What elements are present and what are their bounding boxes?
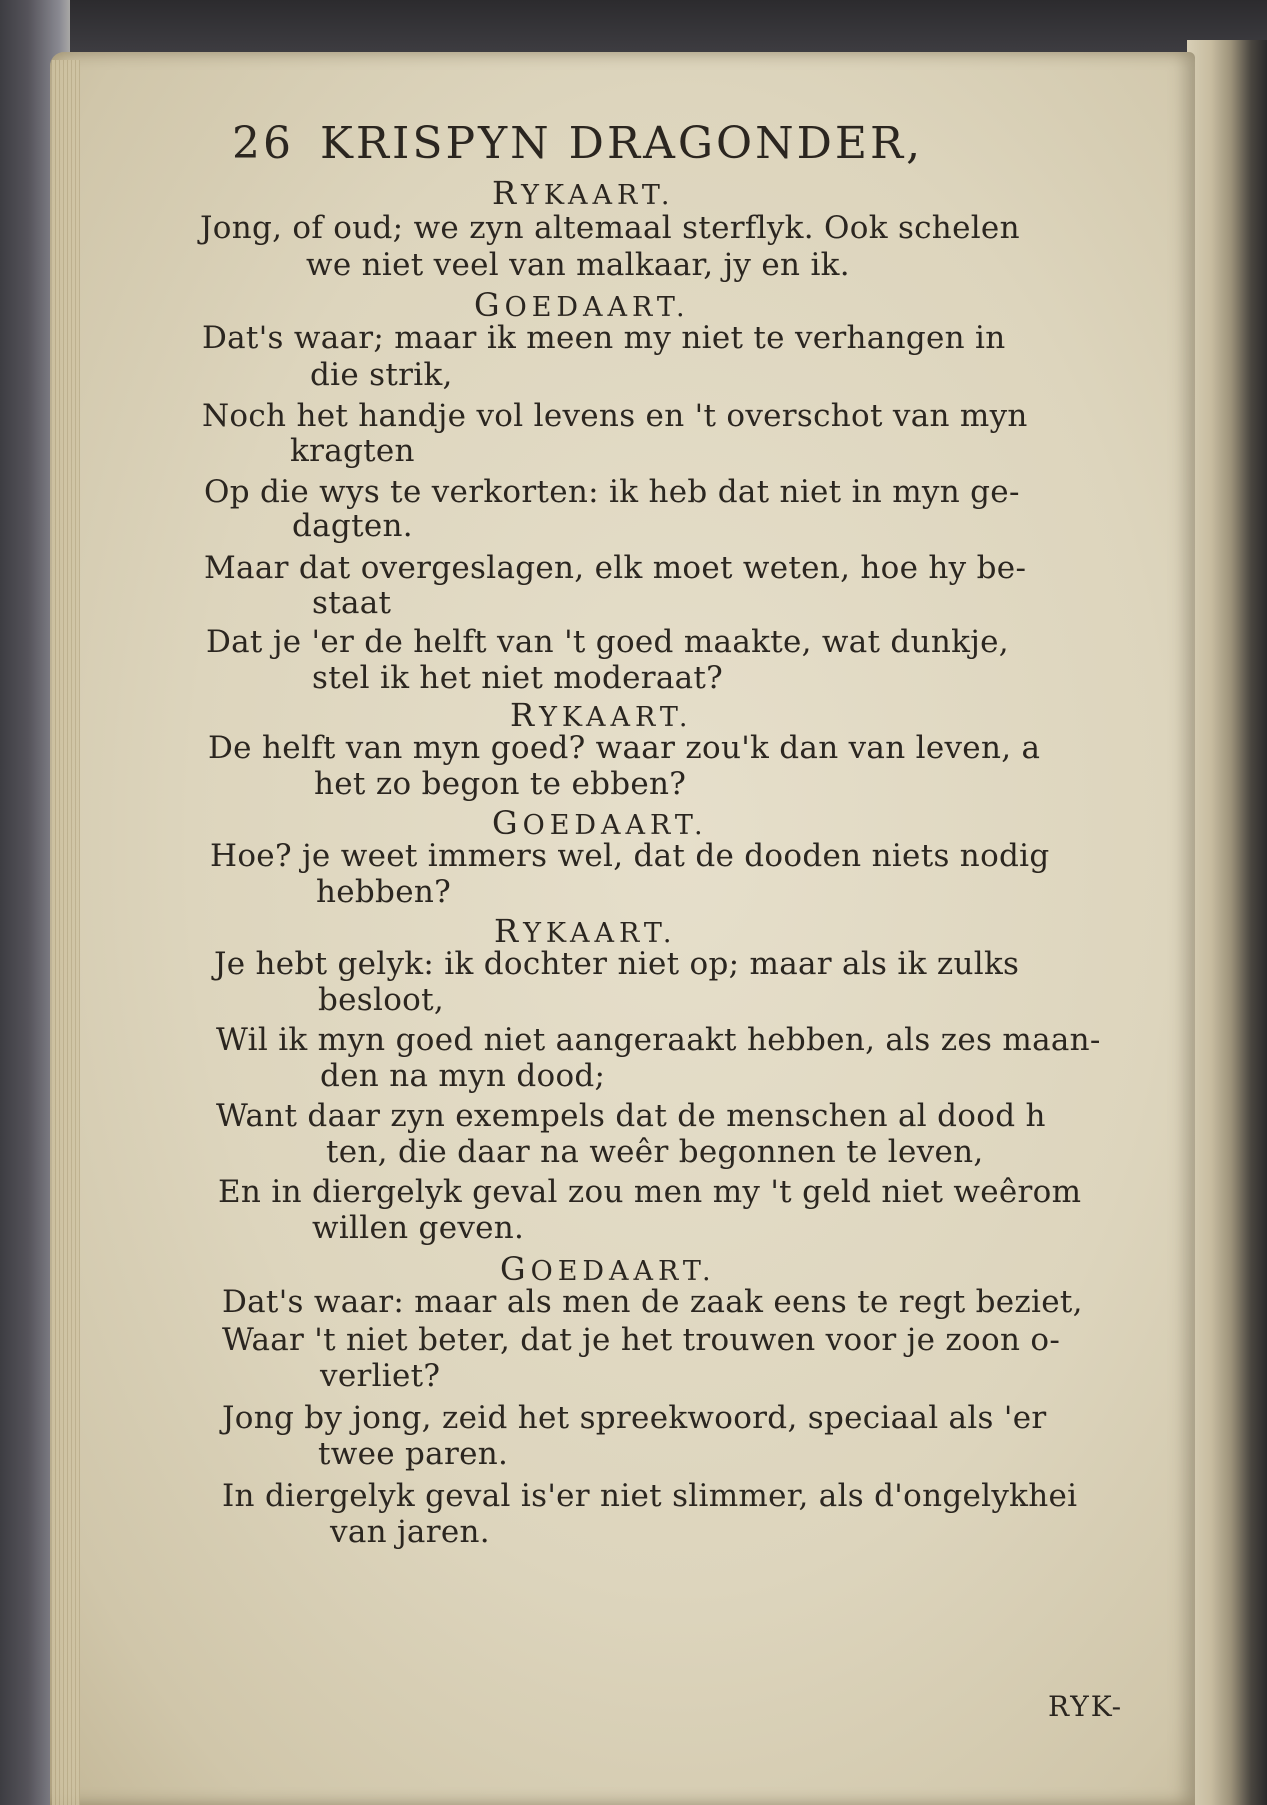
- verse-continuation: willen geven.: [312, 1210, 525, 1246]
- verse-continuation: besloot,: [318, 982, 445, 1018]
- verse-continuation: den na myn dood;: [320, 1058, 606, 1094]
- verse-continuation: staat: [312, 585, 392, 621]
- verse-continuation: van jaren.: [330, 1514, 490, 1550]
- speaker-name: RYKAART.: [494, 912, 677, 950]
- verse-continuation: hebben?: [316, 874, 452, 910]
- verse-line: Jong, of oud; we zyn altemaal sterflyk. Ook schelen: [200, 210, 1020, 246]
- verse-line: Wil ik myn goed niet aangeraakt hebben, als zes maan-: [216, 1022, 1101, 1058]
- verse-line: Op die wys te verkorten: ik heb dat niet in myn ge-: [204, 474, 1020, 510]
- page-number: 26: [232, 118, 294, 169]
- speaker-name: GOEDAART.: [492, 804, 708, 842]
- verse-continuation: dagten.: [292, 508, 413, 544]
- verse-line: Noch het handje vol levens en 't overschot van myn: [202, 398, 1028, 434]
- running-title: KRISPYN DRAGONDER,: [320, 118, 924, 169]
- verse-continuation: twee paren.: [318, 1436, 509, 1472]
- verse-line: Hoe? je weet immers wel, dat de dooden niets nodig: [210, 838, 1050, 874]
- verse-line: Dat's waar; maar ik meen my niet te verhangen in: [202, 320, 1006, 356]
- verse-continuation: ten, die daar na weêr begonnen te leven,: [326, 1134, 984, 1170]
- speaker-name: RYKAART.: [510, 696, 693, 734]
- verse-line: En in diergelyk geval zou men my 't geld niet weêrom: [218, 1174, 1082, 1210]
- verse-continuation: kragten: [290, 433, 415, 469]
- verse-line: Jong by jong, zeid het spreekwoord, speciaal als 'er: [222, 1400, 1047, 1436]
- verse-line: Want daar zyn exempels dat de menschen al dood h: [216, 1098, 1046, 1134]
- verse-continuation: we niet veel van malkaar, jy en ik.: [306, 247, 850, 283]
- verse-line: Maar dat overgeslagen, elk moet weten, hoe hy be-: [204, 550, 1027, 586]
- verse-line: Dat's waar: maar als men de zaak eens te regt beziet,: [222, 1284, 1083, 1320]
- verse-line: In diergelyk geval is'er niet slimmer, als d'ongelykhei: [222, 1478, 1078, 1514]
- verse-line: Je hebt gelyk: ik dochter niet op; maar als ik zulks: [214, 946, 1020, 982]
- verse-continuation: die strik,: [310, 357, 453, 393]
- verse-continuation: verliet?: [320, 1358, 441, 1394]
- catchword: RYK-: [1048, 1690, 1124, 1723]
- speaker-name: GOEDAART.: [500, 1250, 716, 1288]
- verse-line: De helft van myn goed? waar zou'k dan van leven, a: [208, 730, 1041, 766]
- verse-line: Dat je 'er de helft van 't goed maakte, wat dunkje,: [206, 624, 1009, 660]
- verse-continuation: stel ik het niet moderaat?: [312, 660, 724, 696]
- verse-line: Waar 't niet beter, dat je het trouwen voor je zoon o-: [222, 1322, 1061, 1358]
- running-header: [232, 118, 923, 169]
- speaker-name: GOEDAART.: [474, 286, 690, 324]
- verse-continuation: het zo begon te ebben?: [314, 766, 687, 802]
- speaker-name: RYKAART.: [492, 174, 675, 212]
